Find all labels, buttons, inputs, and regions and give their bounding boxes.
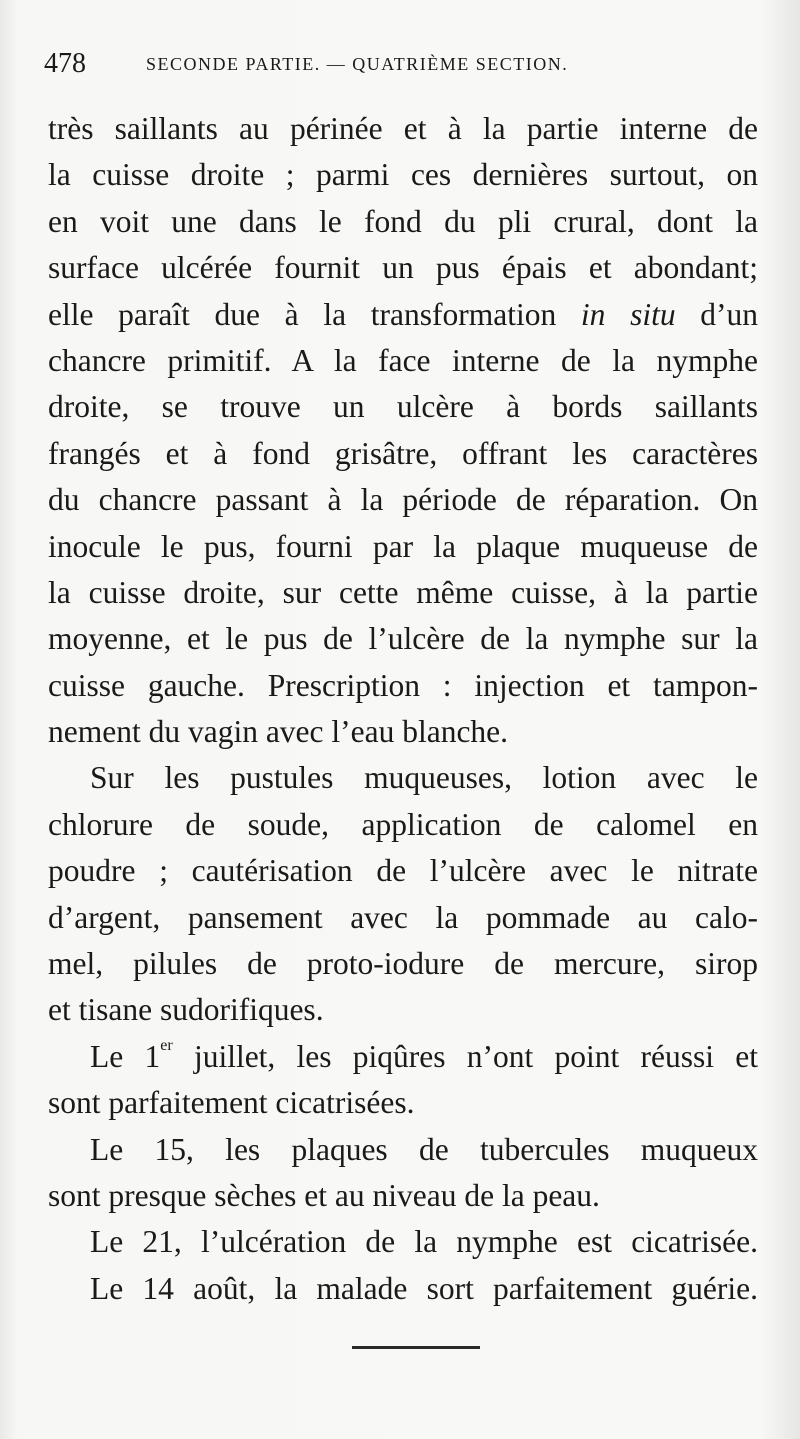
page-number: 478	[44, 48, 86, 79]
text-line	[48, 292, 758, 338]
text-line: très saillants au périnée et à la partie interne de	[48, 111, 758, 146]
text-line: poudre ; cautérisation de l’ulcère avec le nitrate	[48, 853, 758, 889]
text-line: du chancre passant à la période de réparation. On	[48, 482, 758, 518]
text-line: frangés et à fond grisâtre, offrant les caractères	[48, 435, 758, 471]
text-line: Le 21, l’ulcération de la nymphe est cicatrisée.	[90, 1224, 758, 1260]
text-line: sont parfaitement cicatrisées.	[48, 1085, 415, 1121]
text-line: chancre primitif. A la face interne de la nymphe	[48, 342, 758, 378]
text-line: inocule le pus, fourni par la plaque muqueuse de	[48, 528, 758, 564]
text-line: Sur les pustules muqueuses, lotion avec le	[90, 760, 758, 796]
text-fragment: d’un	[700, 296, 759, 332]
page-header	[44, 48, 744, 82]
text-line: Le 15, les plaques de tubercules muqueux	[90, 1131, 758, 1167]
text-line: et tisane sudorifiques.	[48, 992, 324, 1028]
text-line: moyenne, et le pus de l’ulcère de la nymphe sur la	[48, 621, 758, 657]
text-line: mel, pilules de proto-iodure de mercure, sirop	[48, 946, 758, 982]
text-line: droite, se trouve un ulcère à bords saillants	[48, 389, 758, 425]
text-line: nement du vagin avec l’eau blanche.	[48, 714, 509, 750]
text-line: cuisse gauche. Prescription : injection et tampon-	[48, 667, 758, 703]
body-text	[48, 106, 758, 1312]
closing-rule	[352, 1346, 480, 1349]
text-line: d’argent, pansement avec la pommade au calo-	[48, 899, 758, 935]
text-fragment: juillet, les piqûres n’ont point réussi et	[193, 1038, 759, 1074]
text-line: Le 14 août, la malade sort parfaitement guérie.	[90, 1270, 758, 1306]
superscript: er	[160, 1036, 173, 1054]
text-fragment: elle paraît due à la transformation	[48, 296, 557, 332]
text-fragment: Le 1	[90, 1038, 161, 1074]
text-line: surface ulcérée fournit un pus épais et abondant;	[48, 250, 758, 286]
running-head: SECONDE PARTIE. — QUATRIÈME SECTION.	[146, 54, 569, 74]
text-line: la cuisse droite, sur cette même cuisse, à la partie	[48, 574, 758, 610]
text-line: en voit une dans le fond du pli crural, dont la	[48, 203, 758, 239]
text-line: chlorure de soude, application de calomel en	[48, 806, 758, 842]
italic-phrase: in situ	[580, 296, 676, 332]
text-line	[48, 1034, 758, 1080]
text-line: la cuisse droite ; parmi ces dernières surtout, on	[48, 157, 758, 193]
text-line: sont presque sèches et au niveau de la peau.	[48, 1177, 600, 1213]
